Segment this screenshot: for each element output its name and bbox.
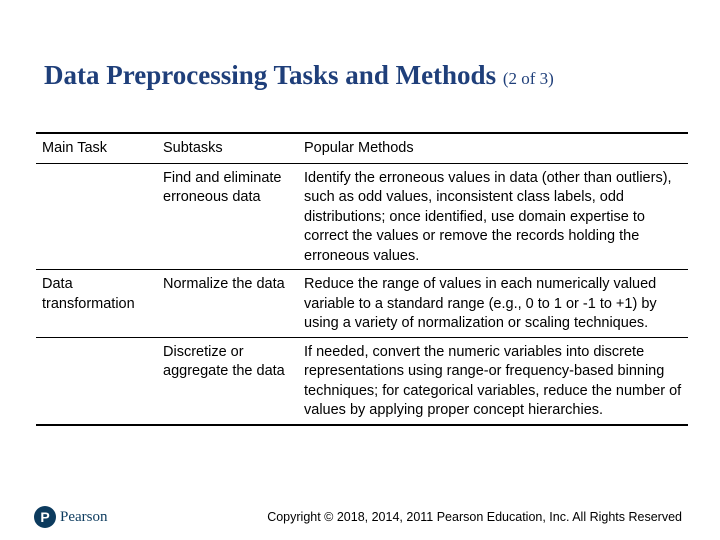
header-main-task: Main Task [42,140,108,156]
cell-main-task [36,163,157,270]
cell-main-task: Data transformation [42,276,135,312]
pearson-logo-icon: P [34,506,56,528]
cell-method: Identify the erroneous values in data (other than outliers), such as odd values, inconsistent class labels, odd distributions; once identified, use domain expertise to correct the values or remove the records holding the erroneous values. [304,169,672,264]
cell-subtask: Discretize or aggregate the data [163,343,285,379]
pearson-logo [34,506,108,528]
slide-title-suffix: (2 of 3) [502,69,554,88]
slide-title-text: Data Preprocessing Tasks and Methods [44,60,497,90]
cell-subtask: Find and eliminate erroneous data [163,169,282,205]
header-subtasks: Subtasks [163,140,223,156]
slide-footer [0,500,720,536]
pearson-logo-text: Pearson [60,508,108,525]
copyright-text: Copyright © 2018, 2014, 2011 Pearson Education, Inc. All Rights Reserved [267,510,682,524]
header-popular-methods: Popular Methods [304,140,414,156]
cell-method: Reduce the range of values in each numerically valued variable to a standard range (e.g., 0 to 1 or -1 to +1) by using a variety of normalization or scaling techniques. [304,276,657,331]
cell-subtask: Normalize the data [163,276,285,292]
slide-title [44,60,554,91]
table-row [36,270,688,338]
cell-method: If needed, convert the numeric variables into discrete representations using range-or frequency-based binning techniques; for categorical variables, reduce the number of values by applying proper concept hierarchies. [304,343,682,418]
table-row [36,163,688,270]
table-row [36,337,688,425]
preprocessing-table [36,132,688,426]
table-header-row [36,133,688,163]
cell-main-task [36,337,157,425]
